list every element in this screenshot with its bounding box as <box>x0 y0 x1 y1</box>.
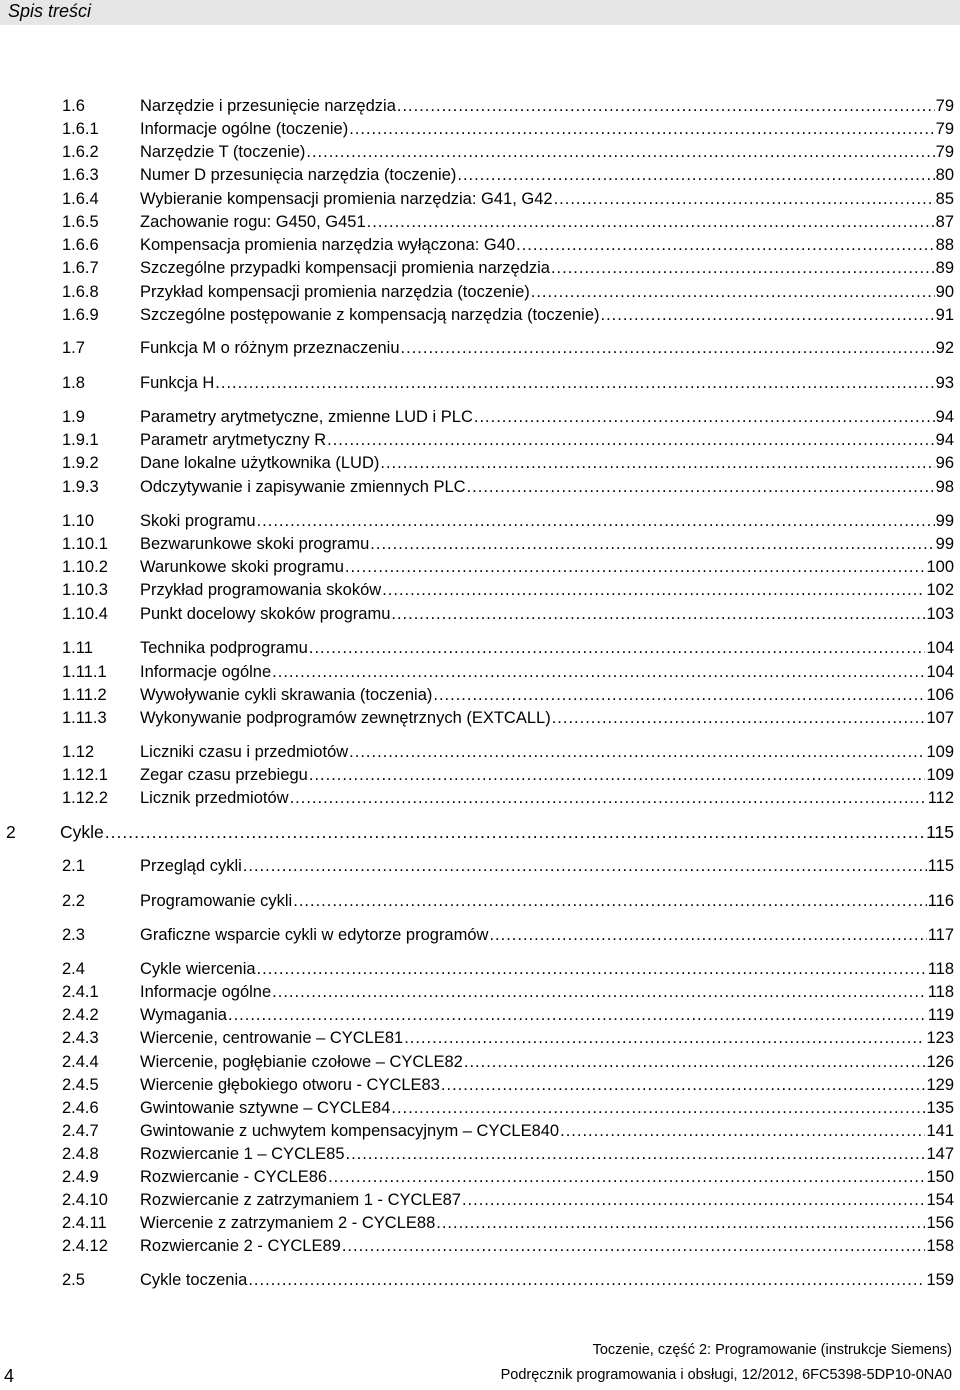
page-header-title: Spis treści <box>8 1 92 21</box>
toc-entry-page: 118 <box>927 960 954 978</box>
toc-leader-dots <box>516 234 935 256</box>
toc-entry[interactable] <box>62 1269 954 1291</box>
toc-entry-page: 106 <box>926 686 954 704</box>
toc-entry-title: Narzędzie i przesunięcie narzędzia <box>140 97 396 115</box>
toc-entry-title: Rozwiercanie 2 - CYCLE89 <box>140 1237 341 1255</box>
toc-entry-number: 2.4.8 <box>62 1145 99 1163</box>
toc-entry[interactable] <box>62 1074 954 1096</box>
toc-leader-dots <box>345 556 926 578</box>
toc-entry-title: Licznik przedmiotów <box>140 789 289 807</box>
toc-entry-number: 2.4.10 <box>62 1191 108 1209</box>
toc-entry-page: 117 <box>927 926 954 944</box>
toc-leader-dots <box>433 684 925 706</box>
toc-entry[interactable] <box>62 234 954 256</box>
toc-leader-dots <box>554 188 935 210</box>
toc-entry[interactable] <box>62 787 954 809</box>
toc-leader-dots <box>309 637 926 659</box>
toc-entry-number: 1.6.6 <box>62 236 99 254</box>
toc-entry-title: Informacje ogólne <box>140 663 272 681</box>
toc-entry-page: 88 <box>935 236 954 254</box>
toc-entry-title: Bezwarunkowe skoki programu <box>140 535 370 553</box>
toc-entry[interactable] <box>62 164 954 186</box>
toc-entry-title: Zachowanie rogu: G450, G451 <box>140 213 366 231</box>
toc-entry[interactable] <box>62 1212 954 1234</box>
toc-leader-dots <box>457 164 934 186</box>
toc-entry-title: Funkcja M o różnym przeznaczeniu <box>140 339 400 357</box>
toc-entry-page: 100 <box>926 558 954 576</box>
toc-entry-title: Wiercenie z zatrzymaniem 2 - CYCLE88 <box>140 1214 436 1232</box>
toc-leader-dots <box>367 211 935 233</box>
toc-entry-page: 123 <box>926 1029 954 1047</box>
toc-entry-title: Cykle toczenia <box>140 1271 248 1289</box>
toc-leader-dots <box>327 429 935 451</box>
toc-leader-dots <box>464 1051 926 1073</box>
toc-leader-dots <box>248 1269 925 1291</box>
toc-entry-number: 1.9.1 <box>62 431 99 449</box>
toc-entry-number: 1.12.1 <box>62 766 108 784</box>
toc-entry-number: 1.11.3 <box>62 709 107 727</box>
toc-entry-page: 99 <box>935 535 954 553</box>
toc-entry-number: 1.10.2 <box>62 558 108 576</box>
toc-entry-title: Rozwiercanie 1 – CYCLE85 <box>140 1145 345 1163</box>
toc-entry-number: 1.6 <box>62 97 85 115</box>
toc-leader-dots <box>293 890 926 912</box>
toc-entry[interactable] <box>62 981 954 1003</box>
toc-entry-title: Informacje ogólne <box>140 983 272 1001</box>
toc-entry-title: Punkt docelowy skoków programu <box>140 605 391 623</box>
toc-leader-dots <box>349 118 934 140</box>
toc-entry-number: 2 <box>6 822 16 842</box>
toc-leader-dots <box>306 141 934 163</box>
toc-entry-title: Przegląd cykli <box>140 857 242 875</box>
toc-leader-dots <box>462 1189 926 1211</box>
toc-entry[interactable] <box>62 855 954 877</box>
page-header <box>0 0 960 25</box>
toc-entry[interactable] <box>62 603 954 625</box>
footer-page-number: 4 <box>4 1366 15 1386</box>
toc-entry-title: Warunkowe skoki programu <box>140 558 344 576</box>
toc-entry-page: 87 <box>935 213 954 231</box>
toc-entry-title: Informacje ogólne (toczenie) <box>140 120 349 138</box>
toc-entry-number: 2.1 <box>62 857 85 875</box>
toc-entry[interactable] <box>62 579 954 601</box>
toc-entry-page: 109 <box>926 766 954 784</box>
toc-entry-title: Rozwiercanie - CYCLE86 <box>140 1168 328 1186</box>
toc-entry-title: Graficzne wsparcie cykli w edytorze programów <box>140 926 489 944</box>
toc-entry-title: Technika podprogramu <box>140 639 308 657</box>
toc-entry-number: 2.4.4 <box>62 1053 99 1071</box>
page-footer <box>0 1340 960 1390</box>
toc-entry-number: 1.6.3 <box>62 166 99 184</box>
toc-entry-page: 109 <box>926 743 954 761</box>
toc-leader-dots <box>272 981 927 1003</box>
toc-entry-number: 1.11.2 <box>62 686 107 704</box>
toc-leader-dots <box>404 1027 925 1049</box>
toc-entry-title: Przykład programowania skoków <box>140 581 382 599</box>
toc-entry-title: Przykład kompensacji promienia narzędzia (toczenie) <box>140 283 530 301</box>
toc-entry-title: Szczególne przypadki kompensacji promienia narzędzia <box>140 259 550 277</box>
toc-entry-title: Cykle wiercenia <box>140 960 256 978</box>
toc-entry[interactable] <box>6 821 954 843</box>
toc-entry-page: 112 <box>927 789 954 807</box>
toc-leader-dots <box>391 603 925 625</box>
toc-entry-title: Wiercenie głębokiego otworu - CYCLE83 <box>140 1076 440 1094</box>
toc-entry[interactable] <box>62 924 954 946</box>
toc-entry-number: 1.6.9 <box>62 306 99 324</box>
toc-entry-page: 96 <box>935 454 954 472</box>
toc-entry-title: Gwintowanie z uchwytem kompensacyjnym – CYCLE840 <box>140 1122 560 1140</box>
toc-entry-page: 102 <box>926 581 954 599</box>
toc-entry[interactable] <box>62 141 954 163</box>
toc-entry-number: 2.4.11 <box>62 1214 107 1232</box>
toc-leader-dots <box>552 707 926 729</box>
toc-entry-page: 93 <box>935 374 954 392</box>
toc-entry[interactable] <box>62 304 954 326</box>
toc-entry[interactable] <box>62 1097 954 1119</box>
toc-entry[interactable] <box>62 1027 954 1049</box>
toc-entry-page: 92 <box>935 339 954 357</box>
toc-entry-title: Dane lokalne użytkownika (LUD) <box>140 454 380 472</box>
toc-entry-number: 1.9.3 <box>62 478 99 496</box>
toc-entry-number: 1.12.2 <box>62 789 108 807</box>
toc-entry-number: 2.4.7 <box>62 1122 99 1140</box>
toc-entry-number: 2.4.9 <box>62 1168 99 1186</box>
toc-entry[interactable] <box>62 707 954 729</box>
toc-entry-title: Kompensacja promienia narzędzia wyłączona: G40 <box>140 236 516 254</box>
toc-leader-dots <box>309 764 926 786</box>
toc-entry[interactable] <box>62 337 954 359</box>
toc-entry[interactable] <box>62 556 954 578</box>
toc-leader-dots <box>474 406 935 428</box>
toc-entry-title: Funkcja H <box>140 374 215 392</box>
toc-entry-number: 2.4.1 <box>62 983 99 1001</box>
toc-entry-number: 2.3 <box>62 926 85 944</box>
toc-leader-dots <box>290 787 927 809</box>
toc-entry[interactable] <box>62 764 954 786</box>
toc-entry-page: 158 <box>926 1237 954 1255</box>
toc-entry-number: 1.10.3 <box>62 581 108 599</box>
toc-entry-number: 2.4 <box>62 960 85 978</box>
toc-leader-dots <box>380 452 934 474</box>
toc-entry-page: 91 <box>935 306 954 324</box>
toc-entry[interactable] <box>62 684 954 706</box>
toc-entry[interactable] <box>62 118 954 140</box>
toc-entry-number: 1.9 <box>62 408 85 426</box>
toc-entry-number: 1.10.4 <box>62 605 108 623</box>
toc-entry-number: 1.6.8 <box>62 283 99 301</box>
toc-entry-page: 90 <box>935 283 954 301</box>
toc-entry[interactable] <box>62 257 954 279</box>
toc-entry-page: 103 <box>926 605 954 623</box>
toc-entry-page: 104 <box>926 639 954 657</box>
toc-leader-dots <box>391 1097 925 1119</box>
toc-entry-page: 89 <box>935 259 954 277</box>
toc-leader-dots <box>551 257 935 279</box>
toc-entry[interactable] <box>62 510 954 532</box>
toc-entry-page: 99 <box>935 512 954 530</box>
toc-entry-page: 159 <box>926 1271 954 1289</box>
toc-leader-dots <box>105 821 925 843</box>
toc-entry[interactable] <box>62 406 954 428</box>
toc-leader-dots <box>401 337 935 359</box>
toc-entry-page: 80 <box>935 166 954 184</box>
toc-entry-page: 79 <box>935 97 954 115</box>
toc-entry-page: 79 <box>935 143 954 161</box>
toc-entry-number: 2.4.6 <box>62 1099 99 1117</box>
footer-document-info: Podręcznik programowania i obsługi, 12/2012, 6FC5398-5DP10-0NA0 <box>500 1367 952 1383</box>
toc-entry-page: 147 <box>926 1145 954 1163</box>
toc-entry-number: 1.12 <box>62 743 95 761</box>
toc-entry[interactable] <box>62 281 954 303</box>
toc-entry-number: 1.6.4 <box>62 190 99 208</box>
toc-entry-number: 1.10 <box>62 512 95 530</box>
toc-leader-dots <box>601 304 935 326</box>
toc-leader-dots <box>560 1120 925 1142</box>
toc-entry-number: 2.5 <box>62 1271 85 1289</box>
toc-entry[interactable] <box>62 476 954 498</box>
toc-entry[interactable] <box>62 958 954 980</box>
toc-entry[interactable] <box>62 429 954 451</box>
toc-entry-page: 119 <box>927 1006 954 1024</box>
toc-entry[interactable] <box>62 637 954 659</box>
toc-entry-page: 116 <box>927 892 954 910</box>
toc-entry[interactable] <box>62 1143 954 1165</box>
toc-entry-page: 94 <box>935 431 954 449</box>
toc-entry[interactable] <box>62 372 954 394</box>
toc-entry[interactable] <box>62 1235 954 1257</box>
toc-entry-page: 154 <box>926 1191 954 1209</box>
toc-leader-dots <box>349 741 925 763</box>
toc-leader-dots <box>370 533 934 555</box>
toc-entry-page: 107 <box>926 709 954 727</box>
toc-entry-page: 135 <box>926 1099 954 1117</box>
toc-entry-title: Parametry arytmetyczne, zmienne LUD i PLC <box>140 408 473 426</box>
toc-entry-title: Narzędzie T (toczenie) <box>140 143 306 161</box>
toc-entry[interactable] <box>62 452 954 474</box>
toc-leader-dots <box>243 855 927 877</box>
toc-leader-dots <box>467 476 935 498</box>
toc-entry-title: Numer D przesunięcia narzędzia (toczenie) <box>140 166 457 184</box>
toc-leader-dots <box>531 281 935 303</box>
toc-entry-page: 129 <box>926 1076 954 1094</box>
toc-entry-page: 150 <box>926 1168 954 1186</box>
toc-leader-dots <box>257 510 935 532</box>
toc-leader-dots <box>382 579 925 601</box>
toc-entry-page: 85 <box>935 190 954 208</box>
toc-entry-title: Programowanie cykli <box>140 892 293 910</box>
toc-entry-number: 1.6.2 <box>62 143 99 161</box>
toc-entry-page: 98 <box>935 478 954 496</box>
toc-entry[interactable] <box>62 890 954 912</box>
toc-entry[interactable] <box>62 1189 954 1211</box>
toc-entry-page: 94 <box>935 408 954 426</box>
toc-entry[interactable] <box>62 1120 954 1142</box>
toc-entry-page: 79 <box>935 120 954 138</box>
toc-entry-title: Wywoływanie cykli skrawania (toczenia) <box>140 686 433 704</box>
toc-entry-page: 104 <box>926 663 954 681</box>
toc-leader-dots <box>228 1004 927 1026</box>
toc-entry-title: Wiercenie, pogłębianie czołowe – CYCLE82 <box>140 1053 463 1071</box>
toc-entry[interactable] <box>62 533 954 555</box>
toc-entry-number: 1.8 <box>62 374 85 392</box>
toc-entry-number: 1.7 <box>62 339 85 357</box>
toc-entry-number: 2.4.3 <box>62 1029 99 1047</box>
toc-leader-dots <box>328 1166 925 1188</box>
toc-entry-number: 1.11.1 <box>62 663 107 681</box>
toc-leader-dots <box>441 1074 926 1096</box>
toc-entry-title: Wybieranie kompensacji promienia narzędzia: G41, G42 <box>140 190 553 208</box>
toc-entry[interactable] <box>62 661 954 683</box>
toc-entry-number: 2.2 <box>62 892 85 910</box>
toc-entry-number: 1.10.1 <box>62 535 108 553</box>
toc-entry-title: Liczniki czasu i przedmiotów <box>140 743 349 761</box>
toc-entry-page: 126 <box>926 1053 954 1071</box>
toc-entry-title: Wykonywanie podprogramów zewnętrznych (EXTCALL) <box>140 709 551 727</box>
toc-entry-number: 2.4.5 <box>62 1076 99 1094</box>
toc-leader-dots <box>257 958 927 980</box>
toc-entry-title: Cykle <box>60 822 104 842</box>
toc-entry[interactable] <box>62 1051 954 1073</box>
toc-leader-dots <box>489 924 926 946</box>
toc-entry-title: Wiercenie, centrowanie – CYCLE81 <box>140 1029 404 1047</box>
toc-entry-number: 1.6.5 <box>62 213 99 231</box>
toc-entry-title: Szczególne postępowanie z kompensacją narzędzia (toczenie) <box>140 306 600 324</box>
footer-document-title: Toczenie, część 2: Programowanie (instrukcje Siemens) <box>592 1342 952 1358</box>
toc-leader-dots <box>215 372 934 394</box>
toc-entry[interactable] <box>62 1166 954 1188</box>
toc-entry-title: Zegar czasu przebiegu <box>140 766 308 784</box>
toc-entry-page: 115 <box>926 822 954 842</box>
toc-entry[interactable] <box>62 188 954 210</box>
toc-leader-dots <box>272 661 925 683</box>
toc-entry-title: Odczytywanie i zapisywanie zmiennych PLC <box>140 478 466 496</box>
toc-entry-number: 1.6.7 <box>62 259 99 277</box>
toc-entry-page: 118 <box>927 983 954 1001</box>
toc-entry-title: Gwintowanie sztywne – CYCLE84 <box>140 1099 391 1117</box>
toc-entry-page: 115 <box>927 857 954 875</box>
toc-entry[interactable] <box>62 1004 954 1026</box>
toc-entry-number: 2.4.12 <box>62 1237 108 1255</box>
toc-leader-dots <box>346 1143 926 1165</box>
toc-entry-page: 141 <box>926 1122 954 1140</box>
toc-entry[interactable] <box>62 95 954 117</box>
toc-entry-number: 2.4.2 <box>62 1006 99 1024</box>
toc-leader-dots <box>397 95 935 117</box>
toc-entry-title: Skoki programu <box>140 512 256 530</box>
toc-entry-title: Parametr arytmetyczny R <box>140 431 327 449</box>
toc-entry-title: Wymagania <box>140 1006 227 1024</box>
toc-entry[interactable] <box>62 211 954 233</box>
toc-entry-number: 1.6.1 <box>62 120 99 138</box>
toc-entry-title: Rozwiercanie z zatrzymaniem 1 - CYCLE87 <box>140 1191 461 1209</box>
toc-entry-number: 1.11 <box>62 639 93 657</box>
toc-entry-page: 156 <box>926 1214 954 1232</box>
toc-leader-dots <box>342 1235 926 1257</box>
toc-entry[interactable] <box>62 741 954 763</box>
toc-entry-number: 1.9.2 <box>62 454 99 472</box>
toc-leader-dots <box>436 1212 925 1234</box>
